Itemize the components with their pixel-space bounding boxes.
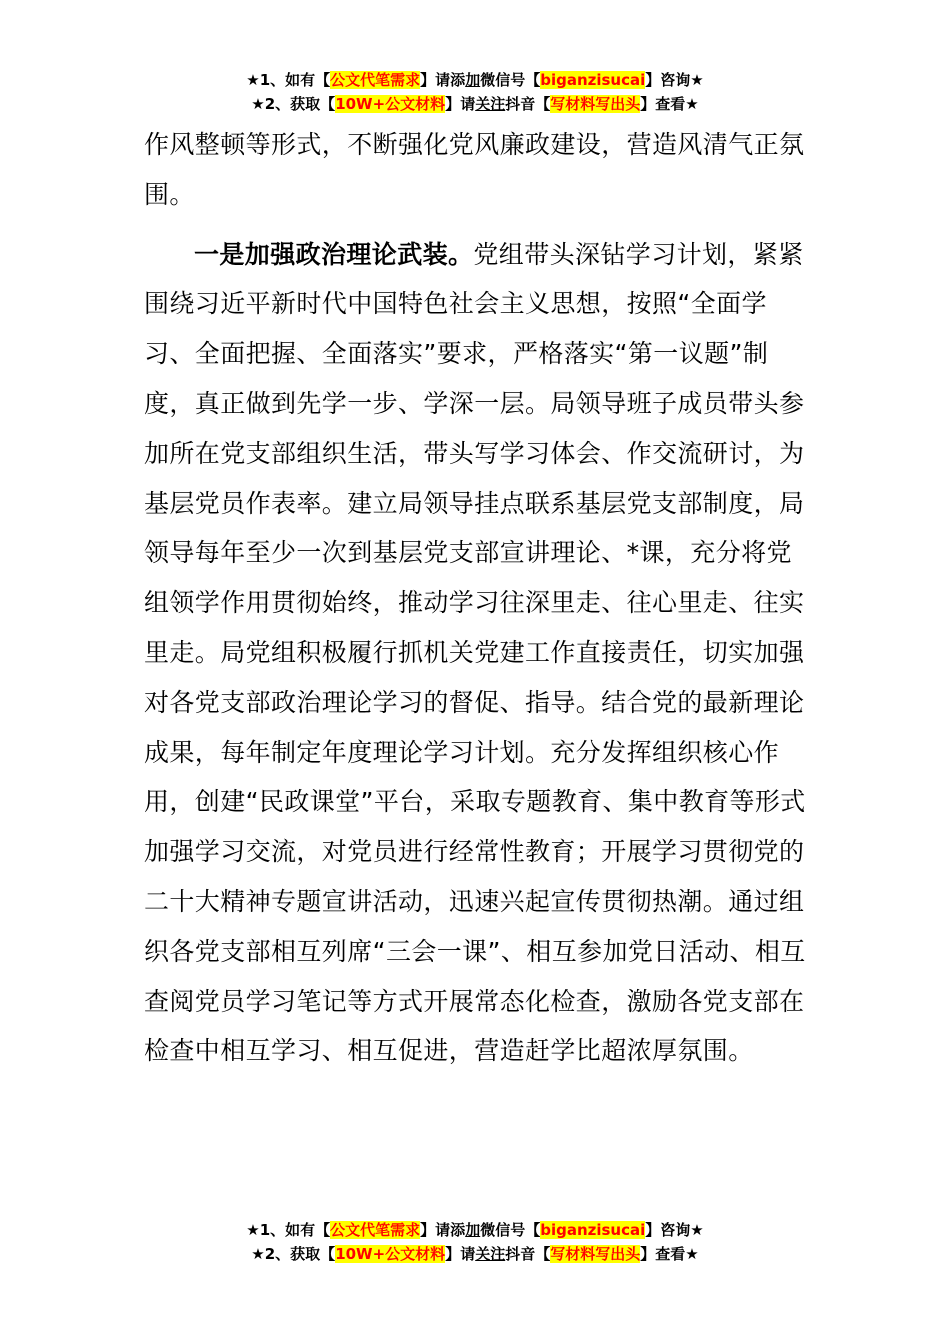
banner-text: ★1、如有【: [246, 1221, 331, 1239]
document-body: [144, 120, 809, 1076]
banner-text: 】请添: [420, 71, 466, 89]
banner-text: 】咨询★: [645, 71, 704, 89]
banner-text-underlined: 关注: [475, 1245, 506, 1263]
top-banner: [0, 68, 950, 116]
highlight-materials: 10W+公文材料: [335, 1245, 446, 1263]
highlight-douyin-account: 写材料写出头: [550, 95, 641, 113]
banner-text: 微信号【: [480, 71, 541, 89]
banner-text: 微信号【: [480, 1221, 541, 1239]
paragraph-continuation: 作风整顿等形式，不断强化党风廉政建设，营造风清气正氛围。: [144, 130, 805, 209]
paragraph-body-text: 党组带头深钻学习计划，紧紧围绕习近平新时代中国特色社会主义思想，按照“全面学习、全面把握、全面落实”要求，严格落实“第一议题”制度，真正做到先学一步、学深一层。局领导班子成员带头参加所在党支部组织生活，带头写学习体会、作交流研讨，为基层党员作表率。建立局领导挂点联系基层党支部制度，局领导每年至少一次到基层党支部宣讲理论、*课，充分将党组领学作用贯彻始终，推动学习往深里走、往心里走、往实里走。局党组积极履行抓机关党建工作直接责任，切实加强对各党支部政治理论学习的督促、指导。结合党的最新理论成果，每年制定年度理论学习计划。充分发挥组织核心作用，创建“民政课堂”平台，采取专题教育、集中教育等形式加强学习交流，对党员进行经常性教育；开展学习贯彻党的二十大精神专题宣讲活动，迅速兴起宣传贯彻热潮。通过组织各党支部相互列席“三会一课”、相互参加党日活动、相互查阅党员学习笔记等方式开展常态化检查，激励各党支部在检查中相互学习、相互促进，营造赶学比超浓厚氛围。: [144, 239, 806, 1066]
banner-line-1: [0, 1218, 950, 1242]
banner-line-1: [0, 68, 950, 92]
highlight-wechat-id: biganzisucai: [540, 1221, 646, 1239]
banner-text: ★2、获取【: [251, 95, 336, 113]
highlight-wechat-id: biganzisucai: [540, 71, 646, 89]
banner-text: 抖音【: [505, 1245, 551, 1263]
paragraph-political-theory: [144, 230, 809, 1077]
banner-line-2: [0, 1242, 950, 1266]
banner-text: 】请: [445, 1245, 476, 1263]
bottom-banner: [0, 1218, 950, 1266]
banner-text: 】查看★: [640, 1245, 699, 1263]
paragraph-lead-heading: 一是加强政治理论武装。: [194, 239, 474, 269]
highlight-douyin-account: 写材料写出头: [550, 1245, 641, 1263]
banner-text: 】咨询★: [645, 1221, 704, 1239]
banner-text: 抖音【: [505, 95, 551, 113]
banner-text: 】请: [445, 95, 476, 113]
banner-line-2: [0, 92, 950, 116]
banner-text: 】请添: [420, 1221, 466, 1239]
highlight-service: 公文代笔需求: [330, 71, 421, 89]
banner-text: 】查看★: [640, 95, 699, 113]
banner-text: ★1、如有【: [246, 71, 331, 89]
banner-text-underlined: 加: [465, 1221, 481, 1239]
highlight-service: 公文代笔需求: [330, 1221, 421, 1239]
banner-text-underlined: 加: [465, 71, 481, 89]
banner-text: ★2、获取【: [251, 1245, 336, 1263]
banner-text-underlined: 关注: [475, 95, 506, 113]
highlight-materials: 10W+公文材料: [335, 95, 446, 113]
